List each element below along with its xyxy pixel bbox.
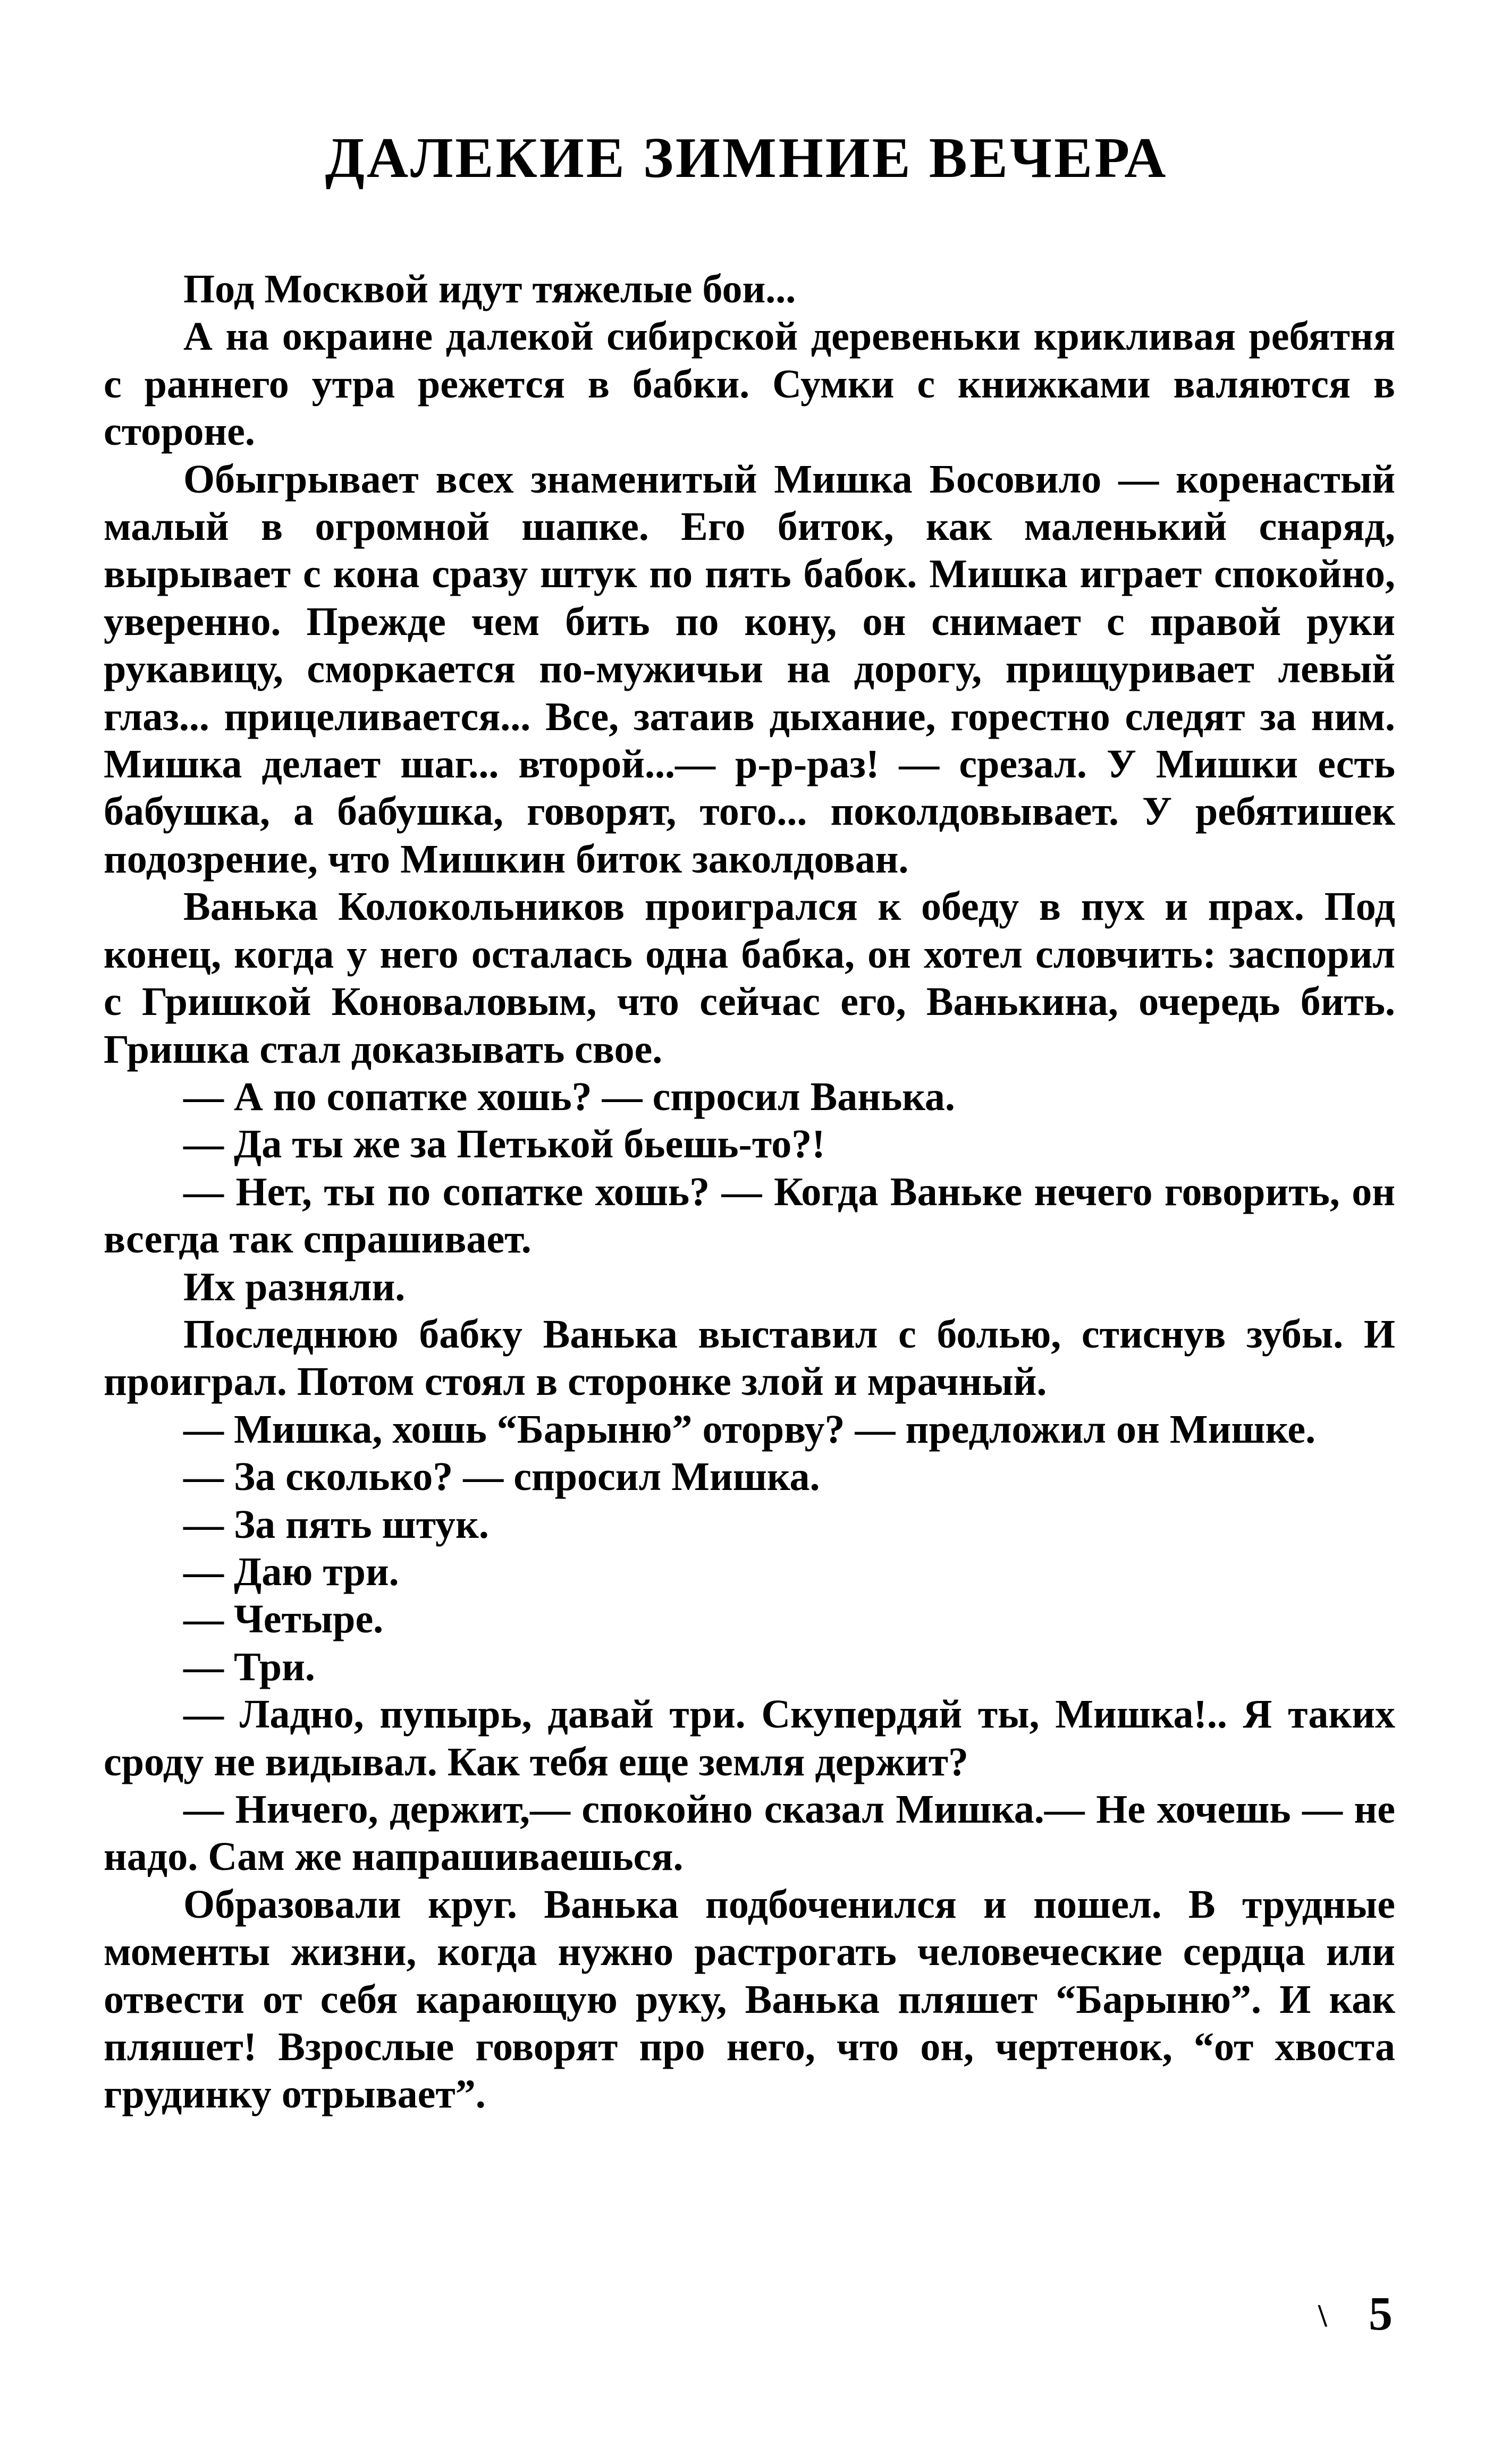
paragraph: — А по сопатке хошь? — спросил Ванька. <box>183 1074 955 1119</box>
paragraph: А на окраине далекой сибирской деревеньки крикливая ребятня с раннего утра режется в бабки. Сумки с книжками валяются в стороне. <box>104 314 1395 454</box>
paragraph: Образовали круг. Ванька подбоченился и пошел. В трудные моменты жизни, когда нужно растрогать человеческие сердца или отвести от себя карающую руку, Ванька пляшет “Барыню”. И как пляшет! Взрослые говорят про него, что он, чертенок, “от хвоста грудинку отрывает”. <box>104 1882 1395 2117</box>
paragraph: — За пять штук. <box>183 1502 489 1547</box>
paragraph: — Даю три. <box>183 1549 399 1594</box>
page-number: 5 <box>1369 2288 1393 2340</box>
paragraph: — Ничего, держит,— спокойно сказал Мишка.— Не хочешь — не надо. Сам же напрашиваешься. <box>104 1787 1395 1879</box>
paragraph: — Мишка, хошь “Барыню” оторву? — предложил он Мишке. <box>183 1407 1316 1452</box>
paragraph: — Четыре. <box>183 1597 384 1642</box>
paragraph: Ванька Колокольников проигрался к обеду в пух и прах. Под конец, когда у него осталась одна бабка, он хотел словчить: заспорил с Гришкой Коноваловым, что сейчас его, Ванькина, очередь бить. Гришка стал доказывать свое. <box>104 884 1395 1072</box>
paragraph: — Да ты же за Петькой бьешь-то?! <box>183 1122 825 1167</box>
paragraph: — Три. <box>183 1644 315 1689</box>
paragraph: Обыгрывает всех знаменитый Мишка Босовило — коренастый малый в огромной шапке. Его биток, как маленький снаряд, вырывает с кона сразу штук по пять бабок. Мишка играет спокойно, уверенно. Прежде чем бить по кону, он снимает с правой руки рукавицу, сморкается по-мужичьи на дорогу, прищуривает левый глаз... прицеливается... Все, затаив дыхание, горестно следят за ним. Мишка делает шаг... второй...— р-р-раз! — срезал. У Мишки есть бабушка, а бабушка, говорят, того... поколдовывает. У ребятишек подозрение, что Мишкин биток заколдован. <box>104 456 1395 882</box>
paragraph: — Нет, ты по сопатке хошь? — Когда Ваньке нечего говорить, он всегда так спрашивает. <box>104 1169 1395 1262</box>
paragraph: — За сколько? — спросил Мишка. <box>183 1454 820 1500</box>
paragraph: Последнюю бабку Ванька выставил с болью, стиснув зубы. И проиграл. Потом стоял в сторонке злой и мрачный. <box>104 1311 1395 1404</box>
paragraph: Их разняли. <box>183 1264 406 1309</box>
body-text <box>104 266 1395 2119</box>
chapter-title: ДАЛЕКИЕ ЗИМНИЕ ВЕЧЕРА <box>325 126 1168 190</box>
stray-mark: \ <box>1318 2298 1327 2333</box>
paragraph: Под Москвой идут тяжелые бои... <box>183 267 796 311</box>
paragraph: — Ладно, пупырь, давай три. Скупердяй ты, Мишка!.. Я таких сроду не видывал. Как тебя еще земля держит? <box>104 1692 1395 1784</box>
